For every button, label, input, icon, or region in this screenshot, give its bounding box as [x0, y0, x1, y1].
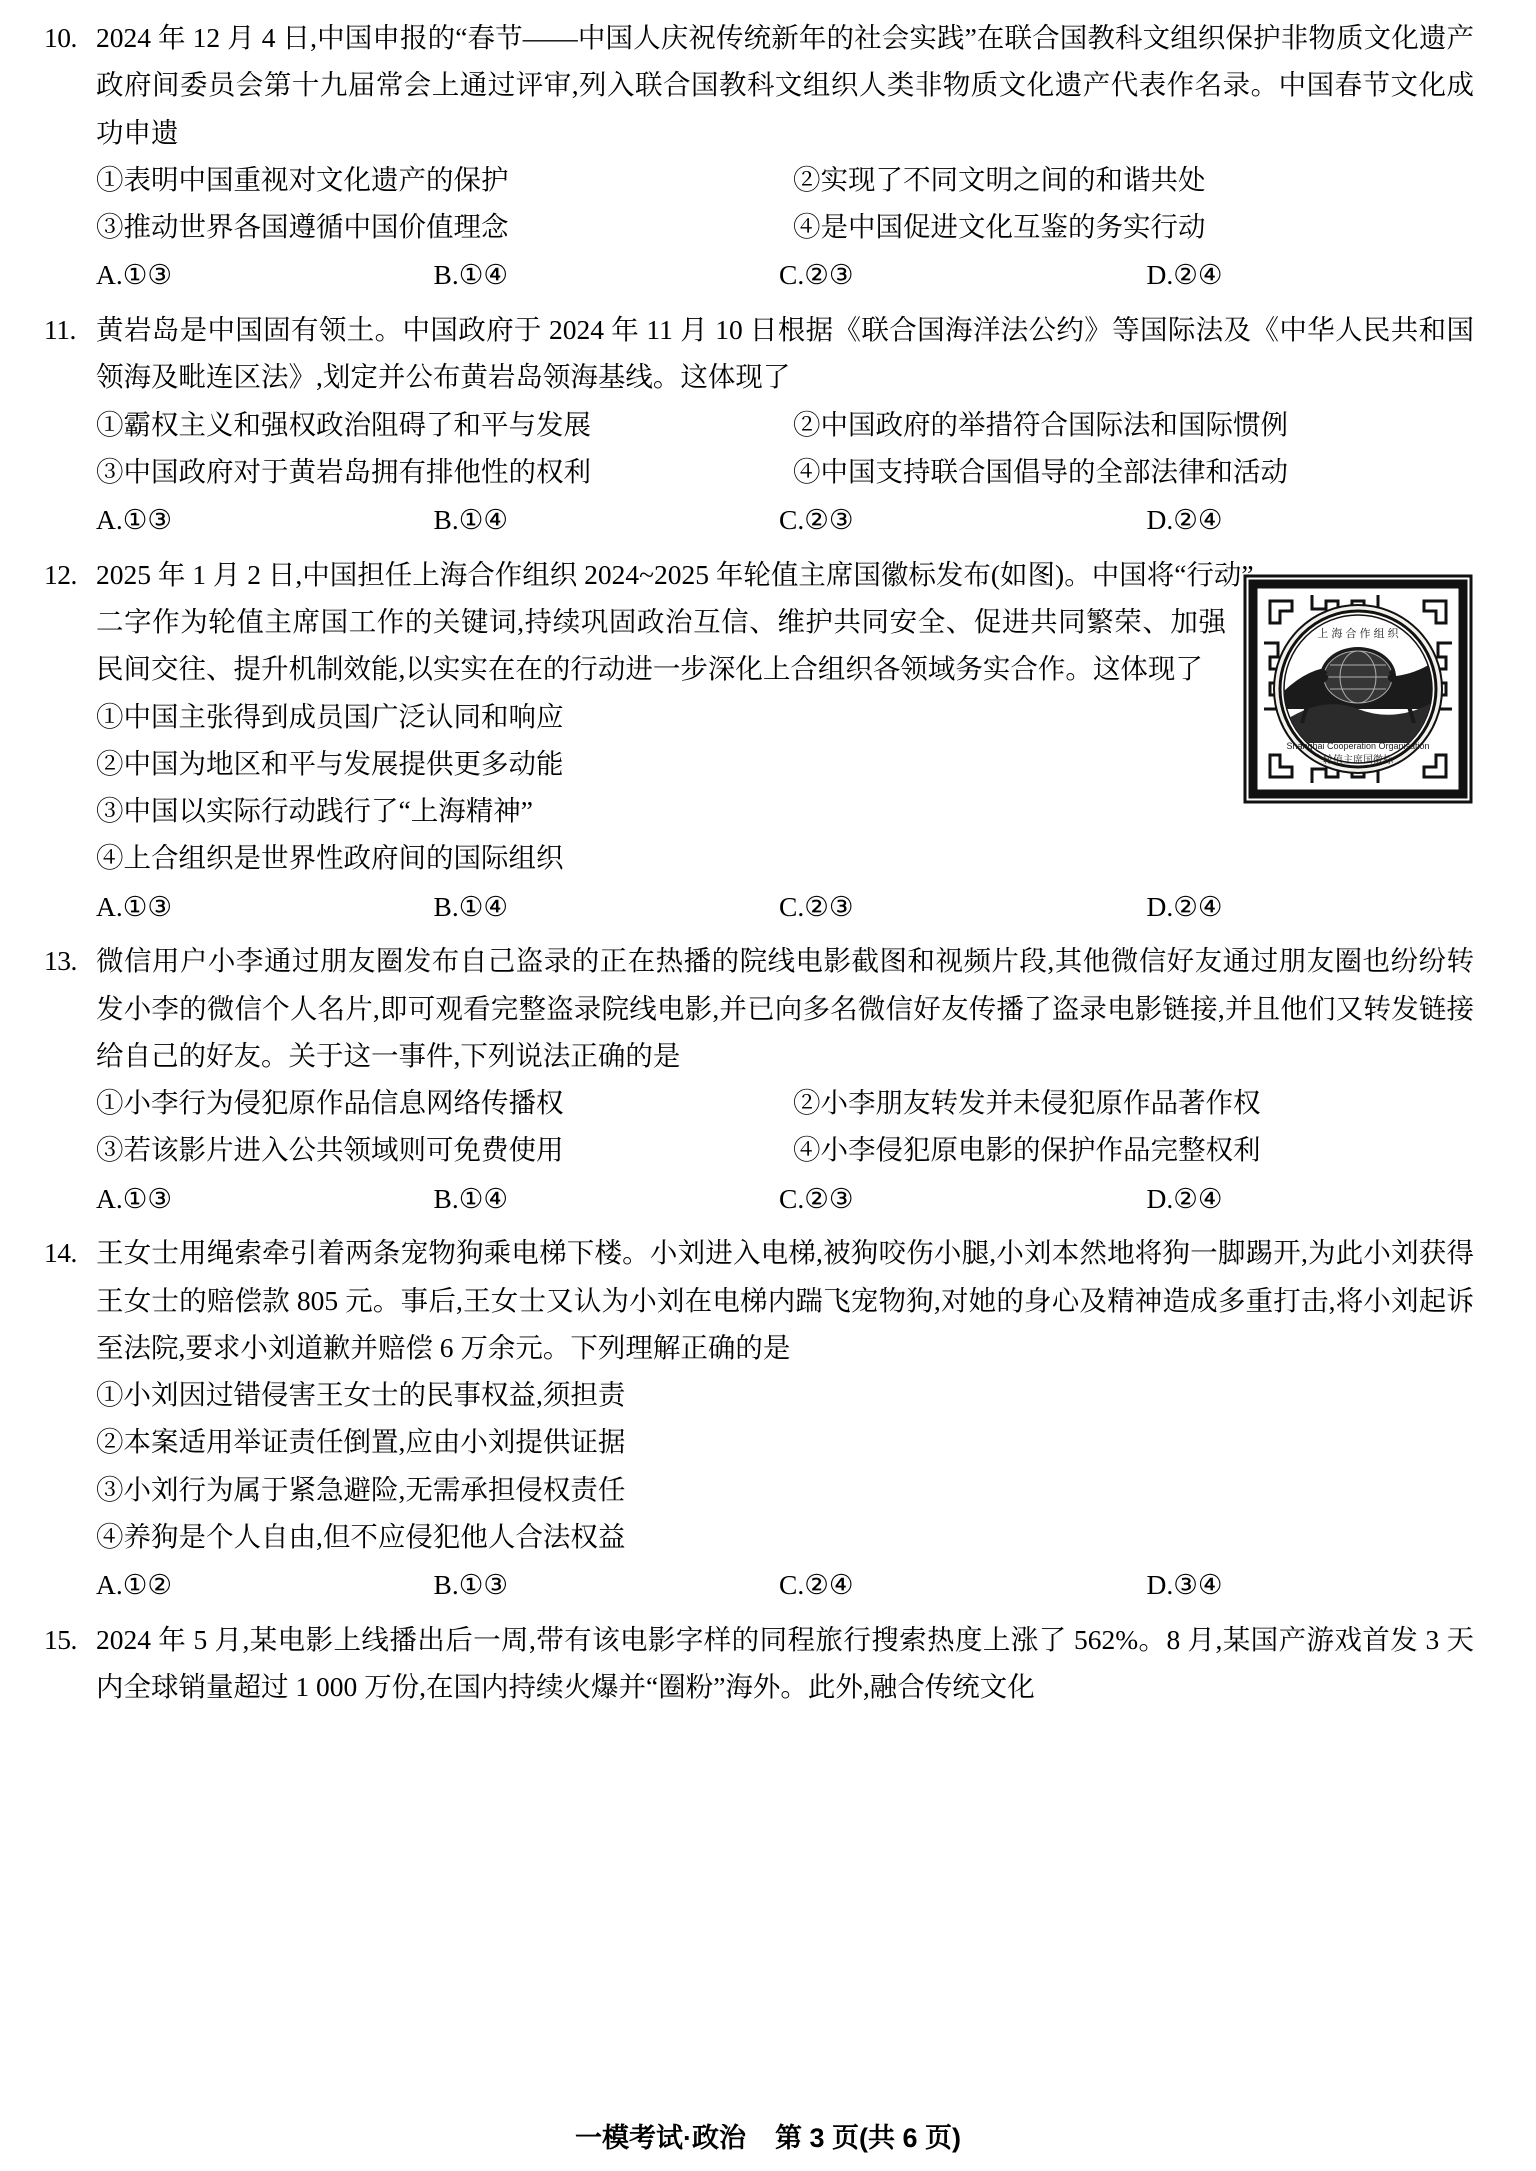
- question-11-stem: [44, 306, 1474, 401]
- svg-text:轮值主席国徽标: 轮值主席国徽标: [1323, 754, 1393, 766]
- question-10-choice-c[interactable]: C.②③: [779, 259, 854, 291]
- question-11-choice-b[interactable]: B.①④: [433, 504, 509, 536]
- question-13-number: 13.: [44, 945, 77, 977]
- question-13-choices: [96, 1174, 1474, 1224]
- question-10-options-row-1: [96, 156, 1474, 203]
- question-14-choices: [96, 1560, 1474, 1610]
- question-14-option-1: ①小刘因过错侵害王女士的民事权益,须担责: [96, 1379, 626, 1411]
- question-10: [44, 14, 1474, 300]
- question-10-stem: [44, 14, 1474, 156]
- question-11-stem-text: 黄岩岛是中国固有领土。中国政府于 2024 年 11 月 10 日根据《联合国海洋法公约》等国际法及《中华人民共和国领海及毗连区法》,划定并公布黄岩岛领海基线。这体现了: [96, 313, 1474, 393]
- question-13-stem: [44, 937, 1474, 1079]
- question-12-option-4: ④上合组织是世界性政府间的国际组织: [96, 842, 564, 874]
- question-13-stem-text: 微信用户小李通过朋友圈发布自己盗录的正在热播的院线电影截图和视频片段,其他微信好友通过朋友圈也纷纷转发小李的微信个人名片,即可观看完整盗录院线电影,并已向多名微信好友传播了盗录电影链接,并且他们又转发链接给自己的好友。关于这一事件,下列说法正确的是: [96, 945, 1474, 1071]
- question-10-number: 10.: [44, 22, 77, 53]
- question-13-choice-a[interactable]: A.①③: [96, 1182, 173, 1214]
- question-13-choice-d[interactable]: D.②④: [1146, 1182, 1223, 1214]
- question-11-option-4: ④中国支持联合国倡导的全部法律和活动: [793, 455, 1288, 487]
- question-10-choices: [96, 250, 1474, 300]
- question-13-options-row-2: [96, 1126, 1474, 1173]
- question-13-choice-b[interactable]: B.①④: [433, 1182, 509, 1214]
- question-11-option-3: ③中国政府对于黄岩岛拥有排他性的权利: [96, 455, 591, 487]
- question-11-number: 11.: [44, 313, 76, 345]
- question-11-option-2: ②中国政府的举措符合国际法和国际惯例: [793, 408, 1288, 440]
- question-14-option-2: ②本案适用举证责任倒置,应由小刘提供证据: [96, 1426, 626, 1458]
- question-10-option-2: ②实现了不同文明之间的和谐共处: [793, 163, 1206, 195]
- question-11-choice-c[interactable]: C.②③: [779, 504, 854, 536]
- question-12-number: 12.: [44, 558, 77, 590]
- question-12: [44, 551, 1474, 932]
- question-10-choice-d[interactable]: D.②④: [1146, 259, 1223, 291]
- question-15-number: 15.: [44, 1623, 77, 1655]
- question-13: [44, 937, 1474, 1223]
- question-15-stem-text: 2024 年 5 月,某电影上线播出后一周,带有该电影字样的同程旅行搜索热度上涨了 562%。8 月,某国产游戏首发 3 天内全球销量超过 1 000 万份,在国内持续火爆并“圈粉”海外。此外,融合传统文化: [96, 1623, 1474, 1703]
- question-12-choice-b[interactable]: B.①④: [433, 890, 509, 922]
- question-11-choices: [96, 495, 1474, 545]
- question-14-stem: [44, 1229, 1474, 1371]
- question-12-option-3: ③中国以实际行动践行了“上海精神”: [96, 795, 533, 827]
- question-12-choices: [96, 882, 1474, 932]
- question-15-stem: [44, 1616, 1474, 1711]
- svg-text:Shanghai Cooperation Organisat: Shanghai Cooperation Organisation: [1286, 740, 1430, 751]
- question-11: [44, 306, 1474, 545]
- page-footer: [0, 2116, 1536, 2155]
- question-12-stem-text-part2: 二字作为轮值主席国工作的关键词,持续巩固政治互信、维护共同安全、促进共同繁荣、加强民间交往、提升机制效能,以实实在在的行动进一步深化上合组织各领域务实合作。这体现了: [96, 605, 1226, 685]
- question-13-options-row-1: [96, 1079, 1474, 1126]
- question-14-choice-b[interactable]: B.①③: [433, 1569, 509, 1601]
- question-13-option-1: ①小李行为侵犯原作品信息网络传播权: [96, 1087, 564, 1119]
- question-13-option-2: ②小李朋友转发并未侵犯原作品著作权: [793, 1087, 1261, 1119]
- question-11-options-row-1: [96, 401, 1474, 448]
- question-14-choice-a[interactable]: A.①②: [96, 1569, 173, 1601]
- question-10-choice-b[interactable]: B.①④: [433, 259, 509, 291]
- question-10-option-3: ③推动世界各国遵循中国价值理念: [96, 211, 509, 243]
- question-10-choice-a[interactable]: A.①③: [96, 259, 173, 291]
- question-14-stem-text: 王女士用绳索牵引着两条宠物狗乘电梯下楼。小刘进入电梯,被狗咬伤小腿,小刘本然地将狗一脚踢开,为此小刘获得王女士的赔偿款 805 元。事后,王女士又认为小刘在电梯内踹飞宠物狗,对她的身心及精神造成多重打击,将小刘起诉至法院,要求小刘道歉并赔偿 6 万余元。下列理解正确的是: [96, 1237, 1474, 1363]
- question-12-option-2: ②中国为地区和平与发展提供更多动能: [96, 747, 564, 779]
- question-14-option-4: ④养狗是个人自由,但不应侵犯他人合法权益: [96, 1521, 626, 1553]
- question-12-choice-d[interactable]: D.②④: [1146, 890, 1223, 922]
- question-14: [44, 1229, 1474, 1610]
- question-14-number: 14.: [44, 1237, 77, 1269]
- footer-exam-title: 一模考试·政治: [574, 2123, 746, 2153]
- question-13-option-4: ④小李侵犯原电影的保护作品完整权利: [793, 1134, 1261, 1166]
- question-12-choice-a[interactable]: A.①③: [96, 890, 173, 922]
- question-10-option-4: ④是中国促进文化互鉴的务实行动: [793, 211, 1206, 243]
- question-11-option-1: ①霸权主义和强权政治阻碍了和平与发展: [96, 408, 591, 440]
- sco-chairmanship-emblem-image: [1242, 573, 1474, 805]
- question-13-option-3: ③若该影片进入公共领域则可免费使用: [96, 1134, 564, 1166]
- question-11-options-row-2: [96, 448, 1474, 495]
- question-10-stem-text: 2024 年 12 月 4 日,中国申报的“春节——中国人庆祝传统新年的社会实践”在联合国教科文组织保护非物质文化遗产政府间委员会第十九届常会上通过评审,列入联合国教科文组织人类非物质文化遗产代表作名录。中国春节文化成功申遗: [96, 22, 1474, 148]
- question-15: [44, 1616, 1474, 1711]
- svg-text:上 海 合 作 组 织: 上 海 合 作 组 织: [1317, 627, 1399, 640]
- footer-page-number: 第 3 页(共 6 页): [775, 2123, 962, 2153]
- question-12-stem-text-part1: 2025 年 1 月 2 日,中国担任上海合作组织 2024~2025 年轮值主席国徽标发布(如图)。中国将“行动”: [96, 558, 1254, 590]
- question-14-choice-c[interactable]: C.②④: [779, 1569, 854, 1601]
- question-13-choice-c[interactable]: C.②③: [779, 1182, 854, 1214]
- question-10-option-1: ①表明中国重视对文化遗产的保护: [96, 163, 509, 195]
- question-10-options-row-2: [96, 203, 1474, 250]
- question-11-choice-d[interactable]: D.②④: [1146, 504, 1223, 536]
- question-12-option-1: ①中国主张得到成员国广泛认同和响应: [96, 700, 564, 732]
- question-14-choice-d[interactable]: D.③④: [1146, 1569, 1223, 1601]
- question-11-choice-a[interactable]: A.①③: [96, 504, 173, 536]
- question-14-option-3: ③小刘行为属于紧急避险,无需承担侵权责任: [96, 1473, 626, 1505]
- question-12-choice-c[interactable]: C.②③: [779, 890, 854, 922]
